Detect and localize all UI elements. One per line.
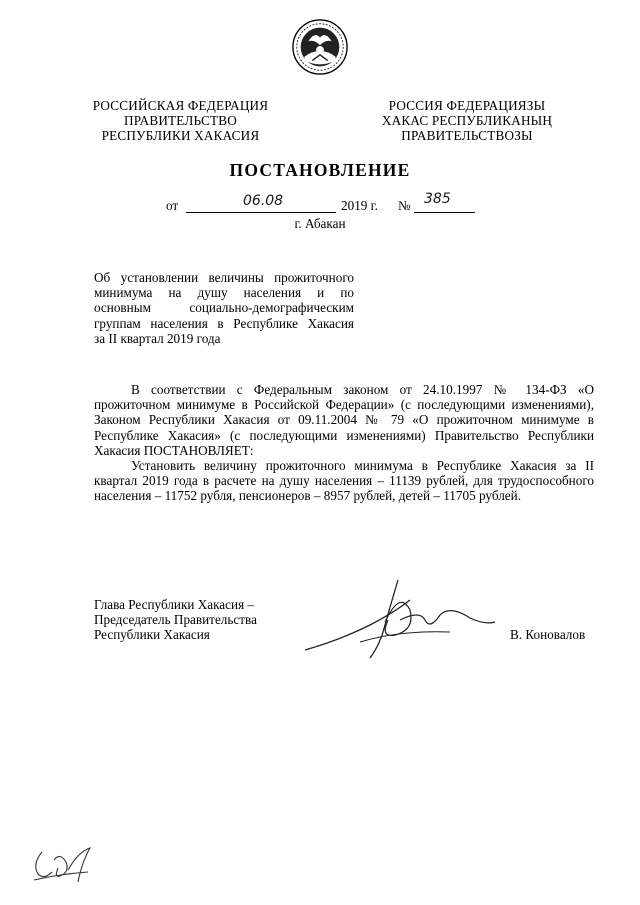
subject-line: основным социально-демографическим bbox=[94, 300, 354, 316]
header-right-line: ХАКАС РЕСПУБЛИКАНЫҢ bbox=[381, 113, 553, 128]
signatory-position-line: Председатель Правительства bbox=[94, 612, 257, 628]
header-left bbox=[88, 98, 273, 143]
handwritten-initials-icon bbox=[30, 842, 100, 887]
date-underline bbox=[186, 212, 336, 213]
handwritten-number: 385 bbox=[424, 191, 451, 207]
header-left-line: РЕСПУБЛИКИ ХАКАСИЯ bbox=[101, 128, 260, 143]
subject-line: Об установлении величины прожиточного bbox=[94, 270, 354, 285]
signatory-position-line: Республики Хакасия bbox=[94, 627, 210, 643]
header-right bbox=[372, 98, 562, 143]
date-prefix: от bbox=[166, 198, 179, 213]
date-year: 2019 г. bbox=[341, 198, 378, 213]
city: г. Абакан bbox=[294, 216, 346, 231]
number-sign: № bbox=[398, 198, 411, 213]
header-right-line: ПРАВИТЕЛЬСТВОЗЫ bbox=[401, 128, 533, 143]
header-right-line: РОССИЯ ФЕДЕРАЦИЯЗЫ bbox=[388, 98, 546, 113]
body-paragraph: В соответствии с Федеральным законом от 24.10.1997 № 134-ФЗ «О прожиточном минимуме в Российской Федерации» (с последующими изменениями), Законом Республики Хакасия от 09.11.2004 № 79 «О прожиточном минимуме в Республике Хакасия» (с последующими изменениями) Правительство Республики Хакасия ПОСТАНОВЛЯЕТ: bbox=[94, 382, 594, 458]
header-left-line: ПРАВИТЕЛЬСТВО bbox=[124, 113, 237, 128]
handwritten-signature-icon bbox=[300, 570, 500, 670]
coat-of-arms-emblem-icon bbox=[291, 18, 349, 76]
header-left-line: РОССИЙСКАЯ ФЕДЕРАЦИЯ bbox=[92, 98, 269, 113]
subject-line: группам населения в Республике Хакасия bbox=[94, 315, 354, 331]
body-paragraph: Установить величину прожиточного минимума в Республике Хакасия за II квартал 2019 года в расчете на душу населения – 11139 рублей, для трудоспособного населения – 11752 рубля, пенсионеров – 8957 рублей, детей – 11705 рублей. bbox=[94, 458, 594, 504]
subject-line: минимума на душу населения и по bbox=[94, 285, 354, 301]
document-title: ПОСТАНОВЛЕНИЕ bbox=[229, 160, 411, 180]
subject-block bbox=[94, 270, 354, 346]
handwritten-date: 06.08 bbox=[243, 193, 284, 209]
signatory-position bbox=[94, 597, 257, 643]
signatory-position-line: Глава Республики Хакасия – bbox=[94, 597, 255, 612]
subject-line: за II квартал 2019 года bbox=[94, 330, 221, 346]
body-text bbox=[94, 382, 594, 504]
signatory-name: В. Коновалов bbox=[510, 627, 586, 642]
number-underline bbox=[414, 212, 475, 213]
